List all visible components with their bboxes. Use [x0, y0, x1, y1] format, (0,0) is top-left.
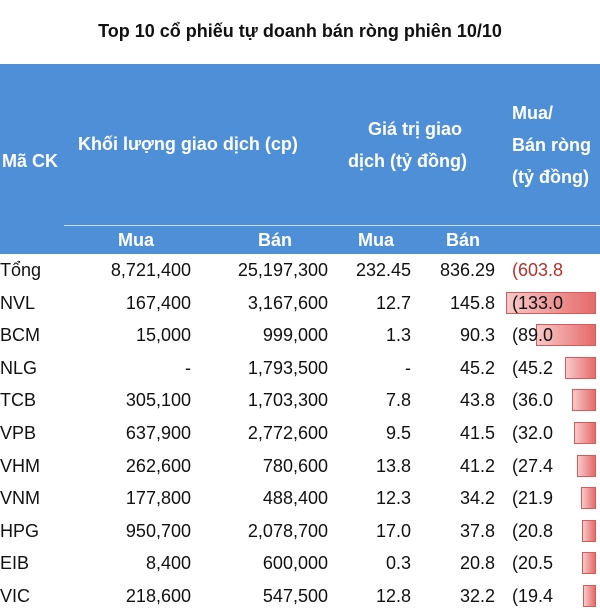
gt-ban-value: 34.2 — [459, 488, 495, 509]
kl-mua-value: 177,800 — [125, 488, 191, 509]
table-row — [0, 580, 600, 613]
gt-mua-value: 1.3 — [385, 325, 411, 346]
net-sell-bar — [582, 520, 596, 542]
stock-code: EIB — [0, 553, 30, 574]
header-mua-ban-line1: Mua/ — [512, 103, 554, 123]
gt-ban-value: 45.2 — [459, 357, 495, 378]
gt-mua-value: 232.45 — [355, 260, 411, 280]
table-row — [0, 482, 600, 515]
gt-ban-value: 32.2 — [459, 585, 495, 606]
net-sell-bar — [583, 585, 596, 607]
stock-code: NLG — [0, 357, 38, 378]
kl-mua-value: 8,400 — [145, 553, 191, 574]
kl-mua-value: 305,100 — [125, 390, 191, 411]
net-sell-bar — [572, 389, 596, 411]
net-sell-bar — [565, 357, 596, 379]
gt-ban-value: 43.8 — [459, 390, 495, 411]
table-row — [0, 450, 600, 483]
gt-mua-value: 12.8 — [375, 585, 411, 606]
gt-mua-value: 17.0 — [375, 520, 411, 541]
gt-ban-value: 20.8 — [459, 553, 495, 574]
net-value: (27.4 — [512, 455, 554, 476]
table-row — [0, 547, 600, 580]
stock-code: VPB — [0, 422, 37, 443]
kl-ban-value: 600,000 — [262, 553, 328, 574]
kl-ban-value: 1,793,500 — [247, 357, 328, 378]
net-value: (133.0 — [512, 292, 564, 313]
header-gt-ban: Bán — [446, 230, 481, 250]
kl-ban-value: 547,500 — [262, 585, 328, 606]
gt-ban-value: 41.2 — [459, 455, 495, 476]
stock-code: TCB — [0, 390, 36, 411]
header-mua-ban-line2: Bán ròng — [512, 135, 591, 155]
stock-code: HPG — [0, 520, 40, 541]
kl-mua-value: 218,600 — [125, 585, 191, 606]
net-value: (21.9 — [512, 488, 554, 509]
gt-ban-value: 836.29 — [439, 260, 495, 280]
stock-code: BCM — [0, 325, 40, 346]
stock-code: Tổng — [0, 260, 42, 280]
net-sell-bar — [582, 552, 596, 574]
gt-mua-value: 7.8 — [385, 390, 411, 411]
gt-mua-value: 0.3 — [385, 553, 411, 574]
header-mua-ban-line3: (tỷ đồng) — [512, 167, 589, 187]
kl-mua-value: 950,700 — [125, 520, 191, 541]
kl-ban-value: 999,000 — [262, 325, 328, 346]
kl-mua-value: 8,721,400 — [110, 260, 191, 280]
net-value: (45.2 — [512, 357, 554, 378]
header-gia-tri-line1: Giá trị giao — [368, 119, 463, 139]
gt-ban-value: 41.5 — [459, 422, 495, 443]
kl-ban-value: 2,772,600 — [247, 422, 328, 443]
stock-code: VIC — [0, 585, 31, 606]
kl-ban-value: 25,197,300 — [237, 260, 328, 280]
table-row — [0, 287, 600, 320]
crop-edge — [596, 254, 600, 600]
stock-code: VNM — [0, 488, 40, 509]
table-row — [0, 352, 600, 385]
kl-ban-value: 3,167,600 — [247, 292, 328, 313]
header-kl-ban: Bán — [258, 230, 293, 250]
net-value: (89.0 — [512, 325, 554, 346]
net-value: (19.4 — [512, 585, 554, 606]
gt-ban-value: 37.8 — [459, 520, 495, 541]
net-value: (20.5 — [512, 553, 554, 574]
table-row — [0, 254, 600, 287]
table-row — [0, 319, 600, 352]
gt-mua-value: - — [405, 357, 411, 378]
net-value: (32.0 — [512, 422, 554, 443]
gt-mua-value: 9.5 — [385, 422, 411, 443]
net-sell-bar — [574, 422, 596, 444]
net-sell-bar — [581, 487, 596, 509]
stock-code: NVL — [0, 292, 36, 313]
kl-ban-value: 1,703,300 — [247, 390, 328, 411]
kl-mua-value: 637,900 — [125, 422, 191, 443]
net-value: (36.0 — [512, 390, 554, 411]
header-ma-ck: Mã CK — [2, 151, 59, 171]
gt-mua-value: 13.8 — [375, 455, 411, 476]
net-value: (20.8 — [512, 520, 554, 541]
kl-ban-value: 780,600 — [262, 455, 328, 476]
gt-mua-value: 12.3 — [375, 488, 411, 509]
header-divider — [64, 225, 600, 226]
header-kl-mua: Mua — [118, 230, 154, 250]
kl-ban-value: 2,078,700 — [247, 520, 328, 541]
net-sell-bar — [577, 455, 596, 477]
kl-ban-value: 488,400 — [262, 488, 328, 509]
gt-mua-value: 12.7 — [375, 292, 411, 313]
kl-mua-value: 15,000 — [135, 325, 191, 346]
gt-ban-value: 145.8 — [449, 292, 495, 313]
table-body — [0, 254, 600, 613]
stock-code: VHM — [0, 455, 40, 476]
header-gt-mua: Mua — [358, 230, 394, 250]
table-row — [0, 384, 600, 417]
kl-mua-value: - — [185, 357, 191, 378]
table-row — [0, 515, 600, 548]
net-value: (603.8 — [512, 260, 564, 280]
page-title: Top 10 cổ phiếu tự doanh bán ròng phiên 10/10 — [98, 20, 502, 41]
table-row — [0, 417, 600, 450]
kl-mua-value: 167,400 — [125, 292, 191, 313]
header-gia-tri-line2: dịch (tỷ đồng) — [348, 151, 467, 171]
kl-mua-value: 262,600 — [125, 455, 191, 476]
header-khoi-luong: Khối lượng giao dịch (cp) — [78, 134, 298, 154]
gt-ban-value: 90.3 — [459, 325, 495, 346]
